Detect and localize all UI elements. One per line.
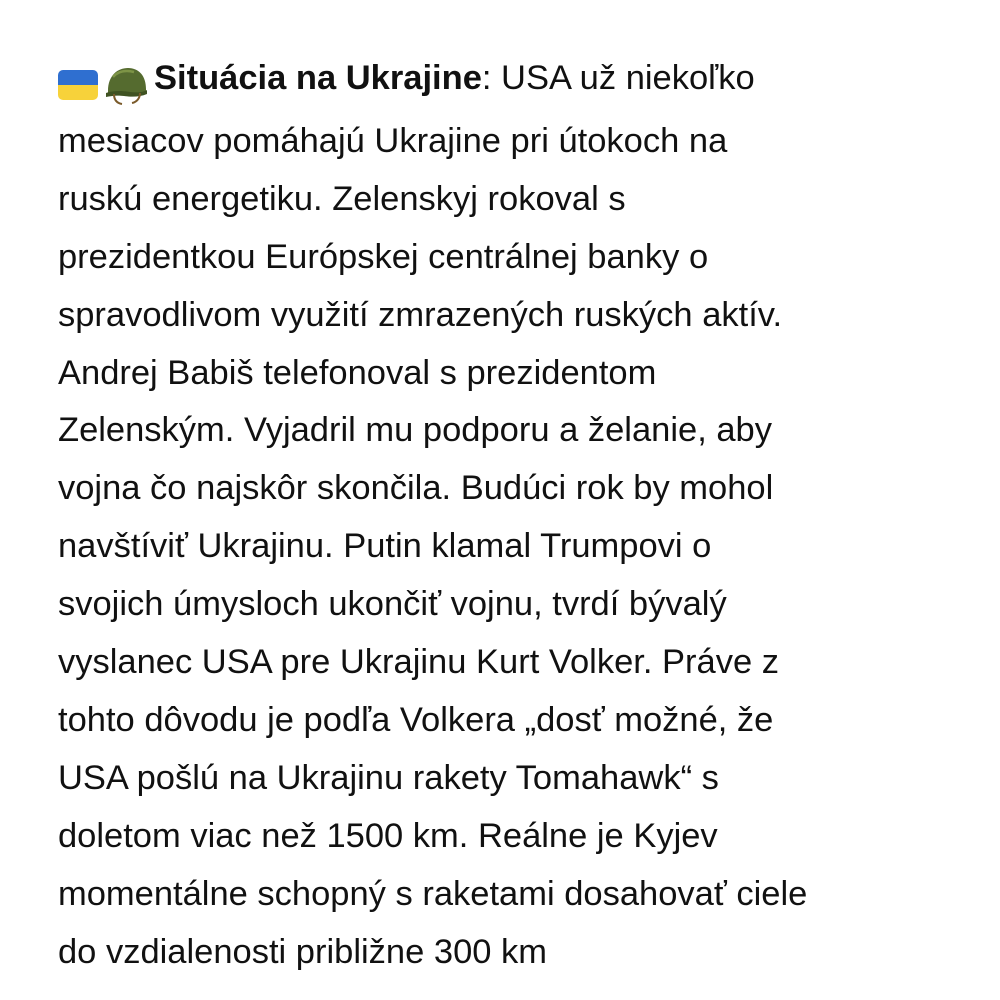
post-first-line [58, 50, 958, 113]
post-icons [58, 55, 148, 113]
military-helmet-icon [104, 65, 148, 105]
post-title: Situácia na Ukrajine [154, 59, 482, 97]
post-text [58, 50, 958, 982]
post-line: vyslanec USA pre Ukrajinu Kurt Volker. Práve z [58, 643, 779, 682]
post-line: prezidentkou Európskej centrálnej banky o [58, 237, 709, 276]
post-line: spravodlivom využití zmrazených ruských aktív. [58, 295, 783, 334]
post-line: Andrej Babiš telefonoval s prezidentom [58, 353, 657, 392]
post-line: Zelenským. Vyjadril mu podporu a želanie, aby [58, 411, 772, 450]
post-line: mesiacov pomáhajú Ukrajine pri útokoch na [58, 121, 728, 160]
post-line: momentálne schopný s raketami dosahovať ciele [58, 874, 808, 913]
post-line: do vzdialenosti približne 300 km [58, 932, 548, 971]
post-line: svojich úmysloch ukončiť vojnu, tvrdí bývalý [58, 585, 727, 624]
post-line: ruskú energetiku. Zelenskyj rokoval s [58, 179, 626, 218]
post-line: vojna čo najskôr skončila. Budúci rok by mohol [58, 469, 774, 508]
post-line: USA pošlú na Ukrajinu rakety Tomahawk“ s [58, 758, 719, 797]
post-line: navštíviť Ukrajinu. Putin klamal Trumpovi o [58, 527, 712, 566]
post-line: tohto dôvodu je podľa Volkera „dosť možné, že [58, 700, 774, 739]
ukraine-flag-icon [58, 70, 98, 100]
post-title-suffix: : USA už niekoľko [481, 59, 755, 97]
post-line: doletom viac než 1500 km. Reálne je Kyjev [58, 816, 718, 855]
